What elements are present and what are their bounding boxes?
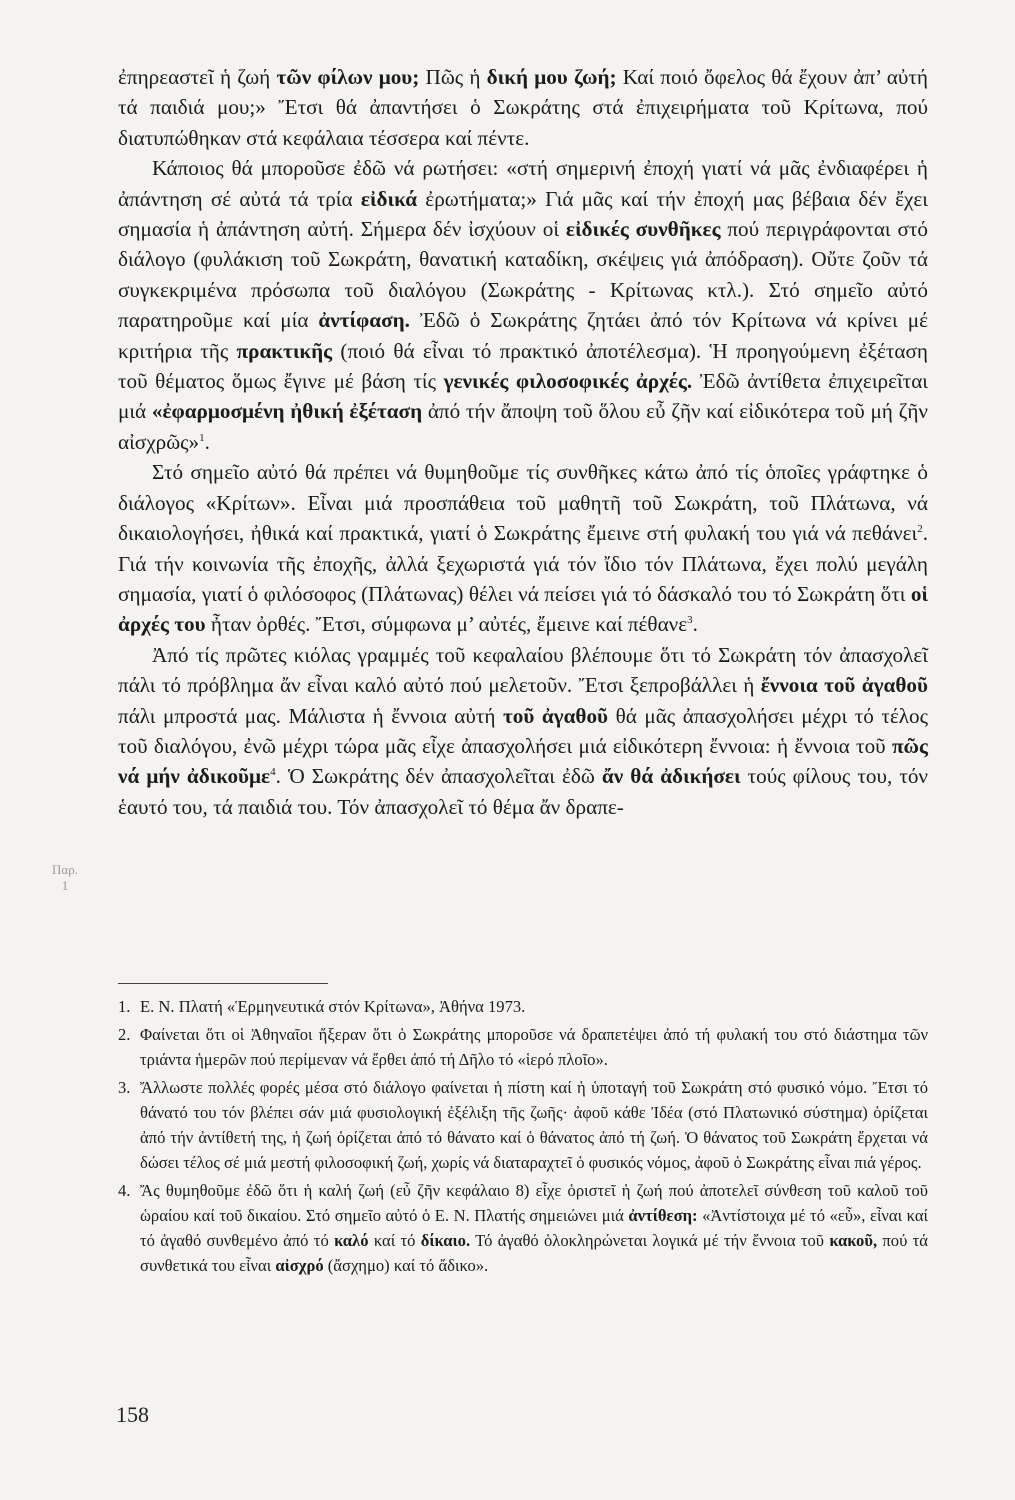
footnote-ref: 3 <box>687 614 693 627</box>
text-run: (ποιό θά εἶναι τό πρακτικό ἀποτέλεσμα). Ἡ προηγούμενη ἐξέταση τοῦ θέματος ὅμως ἔγινε μέ βάση τίς <box>118 338 928 394</box>
text-run: . Ὁ Σωκράτης δέν ἀπασχολεῖται ἐδῶ <box>275 764 602 789</box>
text-run: Ἄς θυμηθοῦμε ἐδῶ ὅτι ἡ καλή ζωή (εὖ ζῆν κεφάλαιο 8) εἶχε ὁριστεῖ ἡ ζωή πού ἀποτελεῖ σύνθεση τοῦ καλοῦ τοῦ ὡραίου καί τοῦ δικαίου. Στό σημεῖο αὐτό ὁ Ε. Ν. Πλατής σημειώνει μιά <box>140 1181 928 1225</box>
footnote-divider <box>118 983 328 984</box>
page-number: 158 <box>116 1402 149 1427</box>
paragraph <box>118 153 928 457</box>
paragraph <box>118 640 928 822</box>
emphasis-text: δική μου ζωή; <box>486 65 617 89</box>
text-run: Πῶς ἡ <box>419 65 487 89</box>
text-run: Ἐδῶ ὁ Σωκράτης ζητάει ἀπό τόν Κρίτωνα νά κρίνει μέ κριτήρια τῆς <box>118 308 928 363</box>
text-run: Ἄλλωστε πολλές φορές μέσα στό διάλογο φαίνεται ἡ πίστη καί ἡ ὑποταγή τοῦ Σωκράτη στό φυσικό νόμο. Ἔτσι τό θάνατό του τόν βλέπει σάν μιά φυσιολογική ἐξέλιξη τῆς ζωῆς· ἀφοῦ κάθε Ἰδέα (στό Πλατωνικό σύστημα) ὁρίζεται ἀπό τήν ἀντίθετή της, ἡ ζωή ὁρίζεται ἀπό τό θάνατο καί ὁ θάνατος ἀπό τή ζωή. Ὁ θάνατος τοῦ Σωκράτη ἔρχεται νά δώσει τέλος σέ μιά μεστή φιλοσοφική ζωή, χωρίς νά διαταραχτεῖ ὁ φυσικός νόμος, ἀφοῦ ὁ Σωκράτης εἶναι πιά γέρος. <box>140 1078 928 1172</box>
footnote <box>118 1178 928 1278</box>
text-run: Στό σημεῖο αὐτό θά πρέπει νά θυμηθοῦμε τίς συνθῆκες κάτω ἀπό τίς ὁποῖες γράφτηκε ὁ διάλογος «Κρίτων». Εἶναι μιά προσπάθεια τοῦ μαθητῆ τοῦ Σωκράτη, τοῦ Πλάτωνα, νά δικαιολογήσει, ἠθικά καί πρακτικά, γιατί ὁ Σωκράτης ἔμεινε στή φυλακή του γιά νά πεθάνει <box>118 460 928 546</box>
text-run: πού περιγράφονται στό διάλογο (φυλάκιση τοῦ Σωκράτη, θανατική καταδίκη, σκέψεις γιά ἀπόδραση). Οὔτε ζοῦν τά συγκεκριμένα πρόσωπα τοῦ διαλόγου (Σωκράτης - Κρίτωνας κτλ.). Στό σημεῖο αὐτό παρατηροῦμε καί μία <box>118 217 928 333</box>
emphasis-text: οἱ ἀρχές του <box>118 581 928 637</box>
footnote-number: 4. <box>118 1181 131 1200</box>
main-text <box>118 62 928 822</box>
text-run: Τό ἀγαθό ὁλοκληρώνεται λογικά μέ τήν ἔννοια τοῦ <box>470 1231 830 1250</box>
emphasis-text: δίκαιο. <box>420 1231 471 1250</box>
text-run: «Ἀντίστοιχα μέ τό «εὖ», εἶναι καί τό ἀγαθό συνθεμένο ἀπό τό <box>140 1206 928 1250</box>
emphasis-text: ἄν θά ἀδικήσει <box>601 764 741 789</box>
text-run: πού τά συνθετικά του εἶναι <box>140 1231 928 1275</box>
emphasis-text: εἰδικά <box>360 186 418 211</box>
paragraph <box>118 62 928 153</box>
text-run: Κάποιος θά μποροῦσε ἐδῶ νά ρωτήσει: «στή σημερινή ἐποχή γιατί νά μᾶς ἐνδιαφέρει ἡ ἀπάντηση σέ αὐτά τά τρία <box>118 156 928 211</box>
text-run: Ε. Ν. Πλατή «Ἑρμηνευτικά στόν Κρίτωνα», Ἀθήνα 1973. <box>140 997 526 1016</box>
emphasis-text: πῶς νά μήν ἀδικοῦμε <box>118 733 928 789</box>
text-run: θά μᾶς ἀπασχολήσει μέχρι τό τέλος τοῦ διαλόγου, ἐνῶ μέχρι τώρα μᾶς εἶχε ἀπασχολήσει μιά εἰδικότερη ἔννοια: ἡ ἔννοια τοῦ <box>118 703 928 758</box>
paragraph <box>118 457 928 639</box>
footnotes <box>118 994 928 1281</box>
emphasis-text: ἀντίφαση. <box>318 308 410 333</box>
text-run: ἐρωτήματα;» Γιά μᾶς καί τήν ἐποχή μας βέβαια δέν ἔχει σημασία ἡ ἀπάντηση αὐτή. Σήμερα δέν ἰσχύουν οἱ <box>118 186 928 242</box>
text-run: Καί ποιό ὄφελος θά ἔχουν ἀπ’ αὐτή τά παιδιά μου;» Ἔτσι θά ἀπαντήσει ὁ Σωκράτης στά ἐπιχειρήματα τοῦ Κρίτωνα, πού διατυπώθηκαν στά κεφάλαια τέσσερα καί πέντε. <box>118 65 928 150</box>
text-run: Ἐδῶ ἀντίθετα ἐπιχειρεῖται μιά <box>118 369 928 424</box>
emphasis-text: ἀντίθεση: <box>628 1206 698 1225</box>
text-run: τούς φίλους του, τόν ἑαυτό του, τά παιδιά του. Τόν ἀπασχολεῖ τό θέμα ἄν δραπε- <box>118 764 929 819</box>
margin-note-number: 1 <box>61 878 69 893</box>
footnote <box>118 1075 928 1175</box>
text-run: καί τό <box>368 1231 421 1250</box>
text-run: ἐπηρεαστεῖ ἡ ζωή <box>118 65 277 89</box>
footnote <box>118 1022 928 1072</box>
footnote-ref: 2 <box>917 523 923 536</box>
emphasis-text: τῶν φίλων μου; <box>276 65 420 89</box>
emphasis-text: «ἐφαρμοσμένη ἠθική ἐξέταση <box>151 399 423 424</box>
text-run: ἦταν ὀρθές. Ἔτσι, σύμφωνα μ’ αὐτές, ἔμεινε καί πέθανε <box>205 612 688 637</box>
emphasis-text: τοῦ ἀγαθοῦ <box>502 703 609 728</box>
emphasis-text: αἰσχρό <box>275 1256 324 1275</box>
footnote-ref: 4 <box>270 766 276 779</box>
emphasis-text: εἰδικές συνθῆκες <box>565 217 721 242</box>
text-run: . <box>692 612 698 637</box>
text-run: Ἀπό τίς πρῶτες κιόλας γραμμές τοῦ κεφαλαίου βλέπουμε ὅτι τό Σωκράτη τόν ἀπασχολεῖ πάλι τό πρόβλημα ἄν εἶναι καλό αὐτό πού μελετοῦν. Ἔτσι ξεπροβάλλει ἡ <box>118 642 928 698</box>
text-run: (ἄσχημο) καί τό ἄδικο». <box>323 1256 489 1275</box>
text-run: . Γιά τήν κοινωνία τῆς ἐποχῆς, ἀλλά ξεχωριστά γιά τόν ἴδιο τόν Πλάτωνα, ἔχει πολύ μεγάλη σημασία, γιατί ὁ φιλόσοφος (Πλάτωνας) θέλει νά πείσει γιά τό δάσκαλό του τό Σωκράτη ὅτι <box>118 521 928 606</box>
emphasis-text: ἔννοια τοῦ ἀγαθοῦ <box>760 673 928 698</box>
emphasis-text: πρακτικῆς <box>236 338 333 363</box>
text-run: . <box>204 429 210 454</box>
emphasis-text: καλό <box>334 1231 369 1250</box>
text-run: ἀπό τήν ἄποψη τοῦ ὅλου εὖ ζῆν καί εἰδικότερα τοῦ μή ζῆν αἰσχρῶς» <box>118 399 929 454</box>
text-run: Φαίνεται ὅτι οἱ Ἀθηναῖοι ἤξεραν ὅτι ὁ Σωκράτης μποροῦσε νά δραπετέψει ἀπό τή φυλακή του στό διάστημα τῶν τριάντα ἡμερῶν πού περίμεναν νά ἔρθει ἀπό τή Δῆλο τό «ἱερό πλοῖο». <box>140 1025 928 1069</box>
emphasis-text: κακοῦ, <box>829 1231 878 1250</box>
footnote <box>118 994 928 1019</box>
margin-note-label: Παρ. <box>52 862 78 877</box>
footnote-ref: 1 <box>199 431 205 444</box>
emphasis-text: γενικές φιλοσοφικές ἀρχές. <box>443 369 693 394</box>
footnote-number: 3. <box>118 1078 131 1097</box>
text-run: πάλι μπροστά μας. Μάλιστα ἡ ἔννοια αὐτή <box>118 703 503 728</box>
footnote-number: 1. <box>118 997 131 1016</box>
margin-note <box>52 862 78 894</box>
footnote-number: 2. <box>118 1025 131 1044</box>
